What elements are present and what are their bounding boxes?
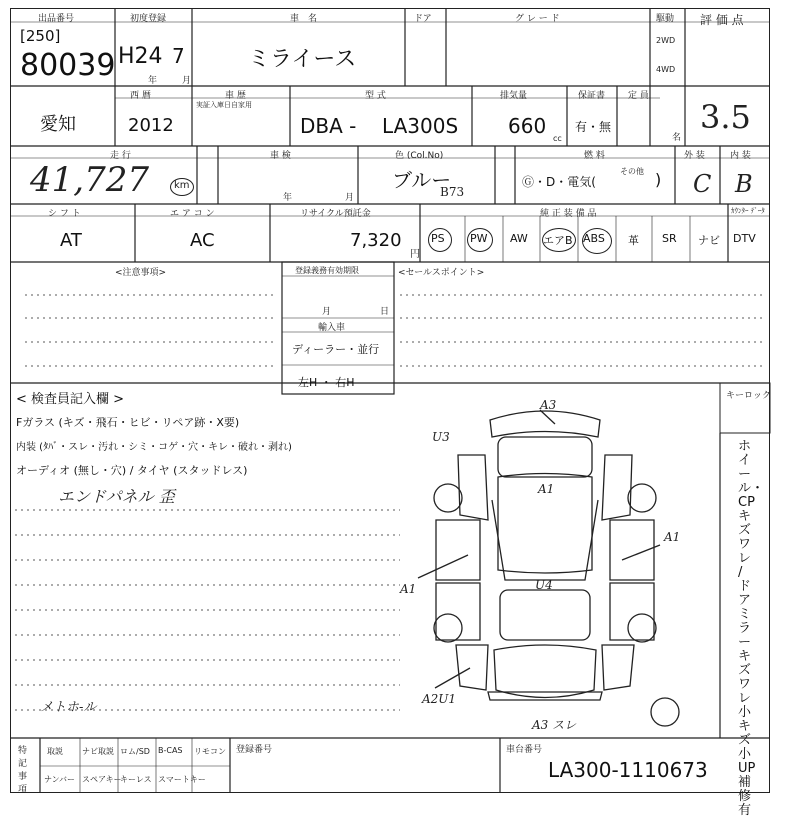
maint-month: 月 bbox=[322, 307, 332, 317]
cc-unit: cc bbox=[553, 134, 562, 143]
equip-airbag-circle bbox=[542, 228, 576, 252]
interior-label: 内 装 bbox=[730, 151, 751, 161]
equip-label: 純 正 装 備 品 bbox=[540, 209, 597, 219]
drive-4wd: 4WD bbox=[656, 65, 676, 74]
exterior-label: 外 装 bbox=[684, 151, 705, 161]
recycle-label: リサイクル預託金 bbox=[300, 209, 371, 219]
car-name: ミライース bbox=[248, 47, 357, 72]
color-label: 色 (Col.No) bbox=[395, 151, 444, 161]
inspector-title: < 検査員記入欄 > bbox=[16, 392, 125, 407]
equip-navi: ナビ bbox=[698, 234, 720, 247]
fuel-options: Ⓖ・D・電気( bbox=[522, 175, 596, 189]
fuel-close: ) bbox=[655, 170, 662, 189]
reg-no-label: 登録番号 bbox=[236, 745, 273, 755]
caution-label: <注意事項> bbox=[115, 268, 167, 278]
equip-abs-circle bbox=[582, 228, 612, 254]
mark-rear: A3 スレ bbox=[532, 718, 577, 732]
car-diagram bbox=[418, 410, 679, 726]
history-sub: 実証入庫日自家用 bbox=[196, 101, 252, 109]
import-label: 輸入車 bbox=[318, 323, 346, 333]
drive-label: 駆動 bbox=[656, 14, 675, 24]
chassis-number: LA300-1110673 bbox=[548, 758, 708, 782]
equip-airbag: エアB bbox=[543, 234, 573, 247]
mark-roof: A1 bbox=[538, 482, 555, 496]
history-label: 車 歴 bbox=[225, 91, 246, 101]
equip-ps: PS bbox=[431, 232, 445, 245]
equip-sr: SR bbox=[662, 232, 677, 245]
shift-value: AT bbox=[60, 230, 82, 251]
exterior-value: C bbox=[693, 170, 712, 198]
ac-label: エ ア コ ン bbox=[170, 209, 215, 219]
cc-label: 排気量 bbox=[500, 91, 528, 101]
mark-left: A1 bbox=[400, 582, 417, 596]
lot-bracket: [250] bbox=[20, 27, 61, 45]
opt-smart-key: スマートキー bbox=[158, 775, 206, 784]
mark-left-top: U3 bbox=[432, 430, 450, 444]
equip-aw: AW bbox=[510, 232, 528, 245]
equip-pw: PW bbox=[470, 232, 488, 245]
keylock-label: キーロック bbox=[726, 391, 771, 401]
model-code: LA300S bbox=[382, 114, 459, 138]
capacity-unit: 名 bbox=[672, 133, 682, 143]
reg-year-unit: 年 bbox=[148, 76, 158, 86]
opt-keyless: キーレス bbox=[120, 775, 152, 784]
warranty-value: 有・無 bbox=[575, 120, 612, 134]
mark-right: A1 bbox=[664, 530, 681, 544]
opt-manual: 取説 bbox=[47, 747, 63, 756]
km-unit: km bbox=[174, 180, 190, 191]
inspector-line-audio: オーディオ (無し・穴) / タイヤ (スタッドレス) bbox=[16, 464, 248, 477]
lot-number: 80039 bbox=[20, 48, 116, 83]
lot-label: 出品番号 bbox=[38, 14, 75, 24]
fuel-other: その他 bbox=[620, 167, 644, 176]
interior-value: B bbox=[735, 170, 753, 198]
chassis-label: 車台番号 bbox=[506, 745, 543, 755]
capacity-label: 定 員 bbox=[628, 91, 649, 101]
recycle-value: 7,320 bbox=[350, 230, 402, 251]
sales-label: <セールスポイント> bbox=[398, 268, 485, 278]
maint-day: 日 bbox=[380, 307, 390, 317]
shift-label: シ フ ト bbox=[48, 209, 81, 219]
cc-value: 660 bbox=[508, 114, 547, 138]
mark-rear-left: A2U1 bbox=[422, 692, 457, 706]
drive-2wd: 2WD bbox=[656, 36, 676, 45]
score-value: 3.5 bbox=[700, 98, 751, 136]
footer-label: 特 記 事 項 bbox=[18, 746, 28, 795]
mark-hood: U4 bbox=[535, 578, 553, 592]
equip-ps-circle bbox=[428, 228, 452, 252]
warranty-label: 保証書 bbox=[578, 91, 606, 101]
model-label: 型 式 bbox=[365, 91, 386, 101]
equip-dtv: DTV bbox=[733, 232, 756, 245]
equip-corner: ｶｳﾝﾀｰ ﾃﾞｰﾀ bbox=[731, 207, 765, 215]
hand-note-panel: エンドパネル 歪 bbox=[58, 487, 175, 506]
vertical-notes: ホイール・CPキズ ワレ / ドアミラー キズ ワレ 小キズ 小UP 補修有 bbox=[738, 439, 765, 818]
hand-note-molding: メトホ-ル bbox=[40, 700, 97, 715]
name-label: 車 名 bbox=[290, 14, 318, 24]
opt-remote: リモコン bbox=[194, 747, 226, 756]
recycle-unit: 円 bbox=[410, 249, 420, 260]
reg-month: 7 bbox=[172, 44, 185, 68]
reg-label: 初度登録 bbox=[130, 14, 167, 24]
opt-navi-manual: ナビ取説 bbox=[82, 747, 114, 756]
inspection-year-unit: 年 bbox=[283, 193, 293, 203]
opt-number: ナンバー bbox=[44, 775, 76, 784]
grade-label: グ レ ー ド bbox=[515, 14, 560, 24]
equip-abs: ABS bbox=[583, 232, 605, 245]
fuel-label: 燃 料 bbox=[584, 151, 605, 161]
mileage-value: 41,727 bbox=[30, 160, 149, 200]
color-code: B73 bbox=[440, 185, 465, 199]
model-prefix: DBA - bbox=[300, 114, 357, 138]
color-value: ブルー bbox=[392, 168, 452, 192]
equip-leather: 革 bbox=[628, 234, 639, 247]
dealer-option: ディーラー・並行 bbox=[292, 343, 380, 356]
score-label: 評 価 点 bbox=[700, 13, 744, 27]
year-label: 西 暦 bbox=[130, 91, 151, 101]
maint-label: 登録義務有効期限 bbox=[295, 266, 359, 275]
door-label: ドア bbox=[414, 14, 432, 24]
inspection-month-unit: 月 bbox=[345, 193, 355, 203]
inspector-line-glass: Fガラス (キズ・飛石・ヒビ・リペア跡・X要) bbox=[16, 416, 240, 429]
prefecture: 愛知 bbox=[40, 114, 76, 135]
opt-rom-sd: ロム/SD bbox=[120, 747, 150, 756]
model-year: 2012 bbox=[128, 115, 174, 136]
reg-era: H24 bbox=[118, 44, 163, 69]
mileage-label: 走 行 bbox=[110, 151, 131, 161]
opt-spare-key: スペアキー bbox=[82, 775, 122, 784]
opt-bcas: B-CAS bbox=[158, 746, 183, 755]
mark-front: A3 bbox=[540, 398, 557, 412]
reg-month-unit: 月 bbox=[182, 76, 192, 86]
handle-option: 左H ・ 右H bbox=[298, 376, 355, 389]
inspector-line-interior: 内装 (ﾀﾊﾞ・スレ・汚れ・シミ・コゲ・穴・キレ・破れ・剥れ) bbox=[16, 442, 292, 453]
equip-pw-circle bbox=[467, 228, 493, 252]
ac-value: AC bbox=[190, 230, 215, 251]
inspection-label: 車 検 bbox=[270, 151, 291, 161]
